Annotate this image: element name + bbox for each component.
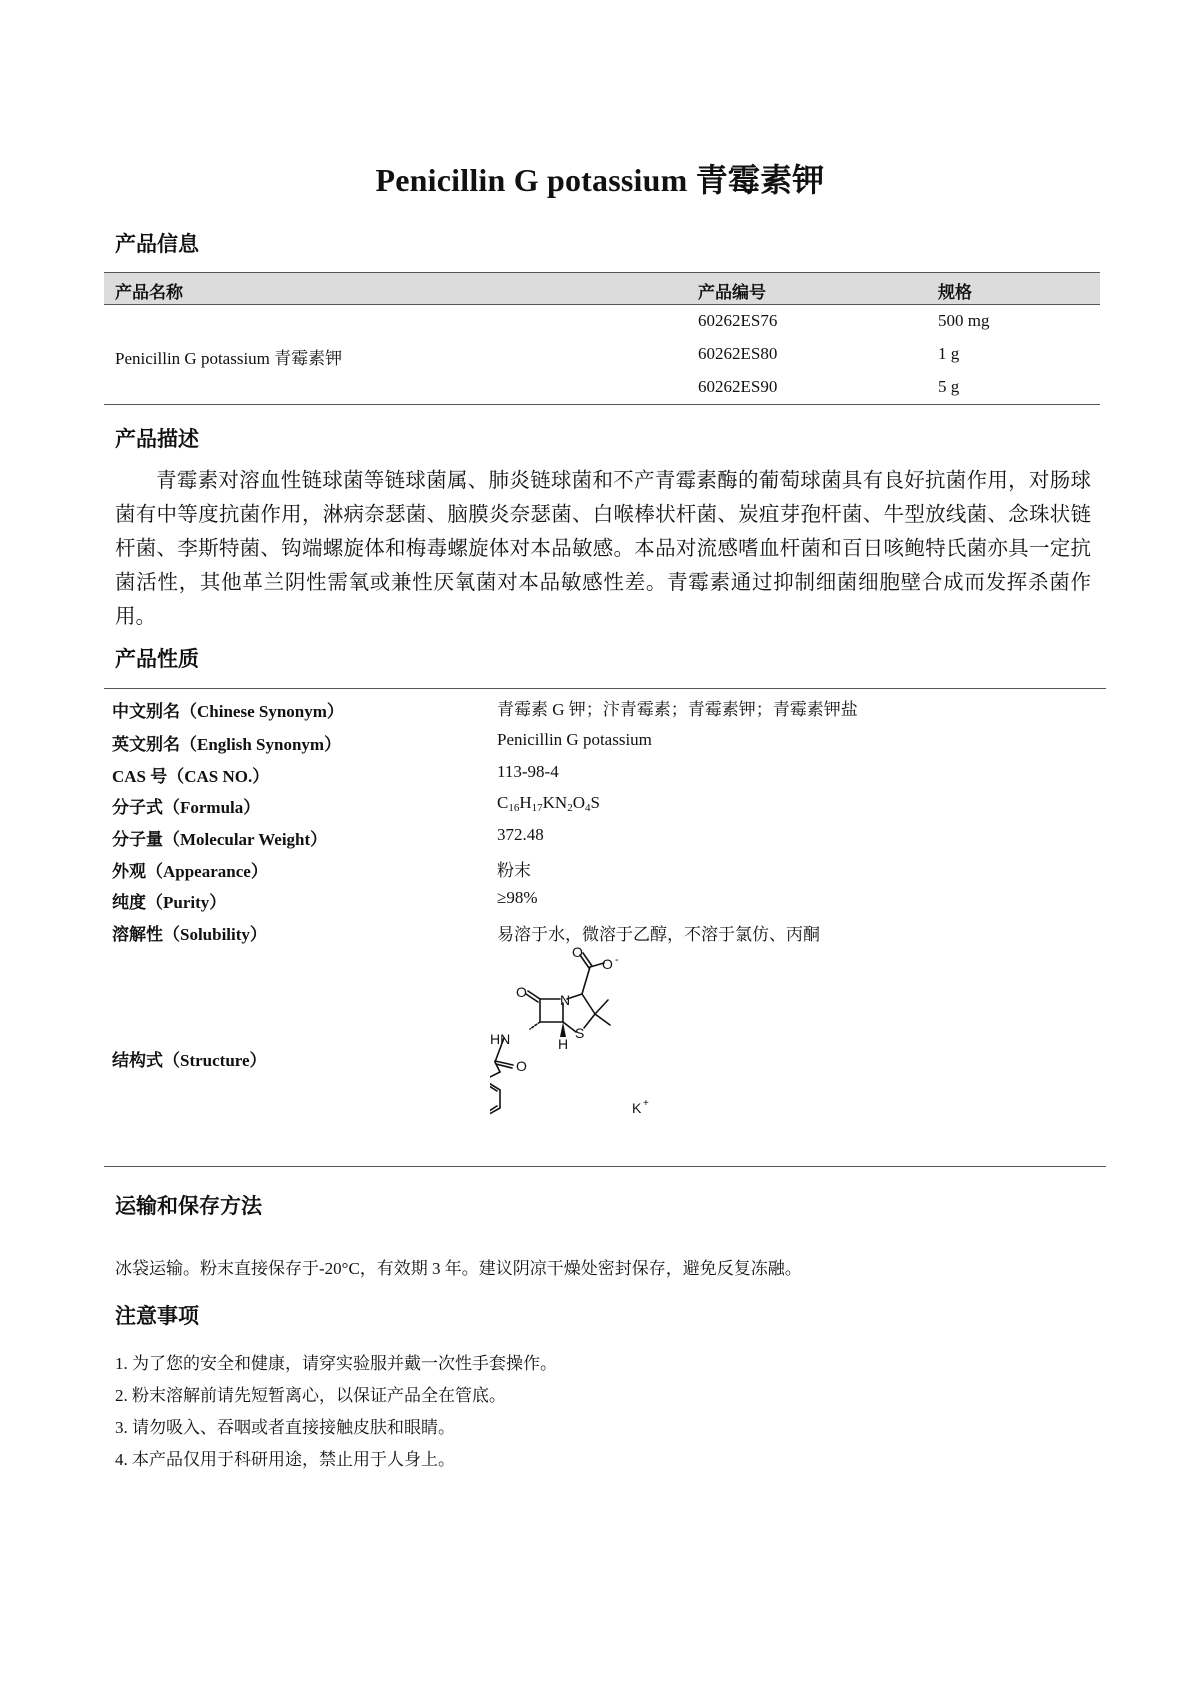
structure-atom-label: S [575,1025,585,1041]
note-item: 1. 为了您的安全和健康，请穿实验服并戴一次性手套操作。 [115,1354,557,1373]
property-value: 372.48 [497,825,544,844]
property-label-structure: 结构式（Structure） [112,1051,267,1070]
product-code-cell: 60262ES80 [698,344,778,363]
property-label: 溶解性（Solubility） [112,925,267,944]
column-header-product-code: 产品编号 [698,283,766,302]
structure-atom-label: K [632,1100,642,1116]
property-label: 分子量（Molecular Weight） [112,830,328,849]
formula-value: $C_{16}H_{17}KN_2O_4S$ [497,793,600,814]
structure-atom-label: N [560,992,571,1008]
property-label: CAS 号（CAS NO.） [112,767,270,786]
structure-atom-label: H [558,1036,569,1052]
property-label: 分子式（Formula） [112,798,261,817]
table-bottom-rule [104,404,1100,405]
structure-atom-label: + [643,1098,649,1109]
property-value: 粉末 [497,861,531,880]
structure-atom-label: O [516,1058,527,1074]
property-value: ≥98% [497,888,538,907]
page-title: Penicillin G potassium 青霉素钾 [375,162,825,198]
properties-bottom-rule [104,1166,1106,1167]
structure-atom-label: O [572,945,583,960]
table-top-rule [104,272,1100,273]
description-paragraph: 青霉素对溶血性链球菌等链球菌属、肺炎链球菌和不产青霉素酶的葡萄球菌具有良好抗菌作用，对肠球菌有中等度抗菌作用，淋病奈瑟菌、脑膜炎奈瑟菌、白喉棒状杆菌、炭疽芽孢杆菌、牛型放线菌、念珠状链杆菌、李斯特菌、钩端螺旋体和梅毒螺旋体对本品敏感。本品对流感嗜血杆菌和百日咳鲍特氏菌亦具一定抗菌活性，其他革兰阴性需氧或兼性厌氧菌对本品敏感性差。青霉素通过抑制细菌细胞壁合成而发挥杀菌作用。 [115,470,1091,628]
section-heading-storage: 运输和保存方法 [115,1194,262,1218]
note-item: 2. 粉末溶解前请先短暂离心，以保证产品全在管底。 [115,1386,506,1405]
section-heading-product-info: 产品信息 [115,232,199,256]
product-size-cell: 1 g [938,344,960,363]
property-value: 青霉素 G 钾；汴青霉素；青霉素钾；青霉素钾盐 [497,700,858,719]
structure-diagram [490,945,660,1160]
properties-top-rule [104,688,1106,689]
column-header-size: 规格 [938,283,972,302]
section-heading-description: 产品描述 [115,427,199,451]
note-item: 4. 本产品仅用于科研用途，禁止用于人身上。 [115,1450,455,1469]
product-name-cell: Penicillin G potassium 青霉素钾 [115,349,343,368]
product-code-cell: 60262ES76 [698,311,778,330]
structure-atom-label: O [602,956,613,972]
structure-atom-label: HN [490,1031,511,1047]
property-value: 113-98-4 [497,762,559,781]
property-value: 易溶于水，微溶于乙醇，不溶于氯仿、丙酮 [497,925,820,944]
section-heading-notes: 注意事项 [115,1304,199,1328]
property-label: 纯度（Purity） [112,893,227,912]
property-label: 中文别名（Chinese Synonym） [112,702,344,721]
section-heading-properties: 产品性质 [115,647,199,671]
structure-atom-label: - [615,954,619,966]
property-label: 外观（Appearance） [112,862,268,881]
product-size-cell: 5 g [938,377,960,396]
note-item: 3. 请勿吸入、吞咽或者直接接触皮肤和眼睛。 [115,1418,455,1437]
storage-text: 冰袋运输。粉末直接保存于-20°C，有效期 3 年。建议阴凉干燥处密封保存，避免反复冻融。 [115,1259,802,1278]
table-header-rule [104,304,1100,305]
property-value: Penicillin G potassium [497,730,652,749]
product-code-cell: 60262ES90 [698,377,778,396]
product-size-cell: 500 mg [938,311,990,330]
structure-atom-label: O [516,984,527,1000]
column-header-product-name: 产品名称 [115,283,183,302]
property-label: 英文别名（English Synonym） [112,735,342,754]
